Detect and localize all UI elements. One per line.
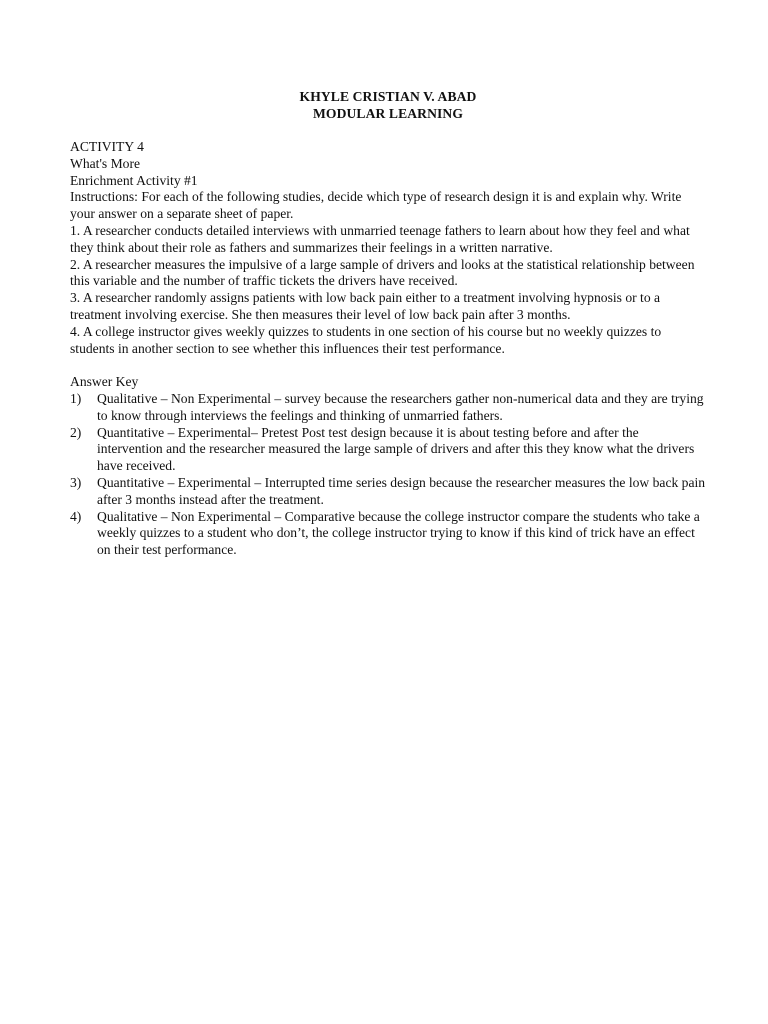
document-page [70, 88, 706, 559]
activity-label: ACTIVITY 4 [70, 139, 144, 154]
question-4: 4. A college instructor gives weekly quizzes to students in one section of his course but no weekly quizzes to students in another section to see whether this influences their test performance. [70, 323, 662, 356]
answer-number: 1) [70, 390, 82, 406]
student-name: KHYLE CRISTIAN V. ABAD [299, 89, 477, 104]
answer-text: Qualitative – Non Experimental – Comparative because the college instructor compare the students who take a weekly quizzes to a student who don’t, the college instructor trying to know if this kind of trick have an effect on their test performance. [97, 508, 700, 558]
question-2: 2. A researcher measures the impulsive of a large sample of drivers and looks at the statistical relationship between this variable and the number of traffic tickets the drivers have received. [70, 256, 695, 289]
answer-text: Quantitative – Experimental– Pretest Post test design because it is about testing before and after the intervention and the researcher measured the large sample of drivers and after this they know what the drivers have received. [97, 424, 695, 474]
question-3: 3. A researcher randomly assigns patients with low back pain either to a treatment involving hypnosis or to a treatment involving exercise. She then measures their level of low back pain after 3 months. [70, 290, 661, 322]
answer-list [70, 391, 706, 559]
answer-number: 3) [70, 474, 82, 490]
question-1: 1. A researcher conducts detailed interviews with unmarried teenage fathers to learn about how they feel and what they think about their role as fathers and summarizes their feelings in a written narrative. [70, 222, 690, 255]
activity-section [70, 139, 706, 357]
answer-number: 2) [70, 424, 82, 440]
answer-item-2 [70, 425, 706, 475]
answer-item-1 [70, 391, 706, 425]
answer-text: Qualitative – Non Experimental – survey because the researchers gather non-numerical data and they are trying to know through interviews the feelings and thinking of unmarried fathers. [97, 390, 704, 423]
answer-item-4 [70, 509, 706, 559]
document-subtitle: MODULAR LEARNING [312, 106, 463, 121]
section-label: What's More [70, 155, 141, 171]
instructions-text: Instructions: For each of the following studies, decide which type of research design it is and explain why. Write your answer on a separate sheet of paper. [70, 189, 682, 222]
spacer [70, 357, 706, 374]
answer-number: 4) [70, 508, 82, 524]
answer-item-3 [70, 475, 706, 509]
answer-text: Quantitative – Experimental – Interrupted time series design because the researcher measures the low back pain after 3 months instead after the treatment. [97, 474, 706, 507]
answer-key-title: Answer Key [70, 374, 139, 390]
enrichment-label: Enrichment Activity #1 [70, 172, 198, 188]
answer-key-section [70, 374, 706, 559]
document-header [70, 88, 706, 122]
